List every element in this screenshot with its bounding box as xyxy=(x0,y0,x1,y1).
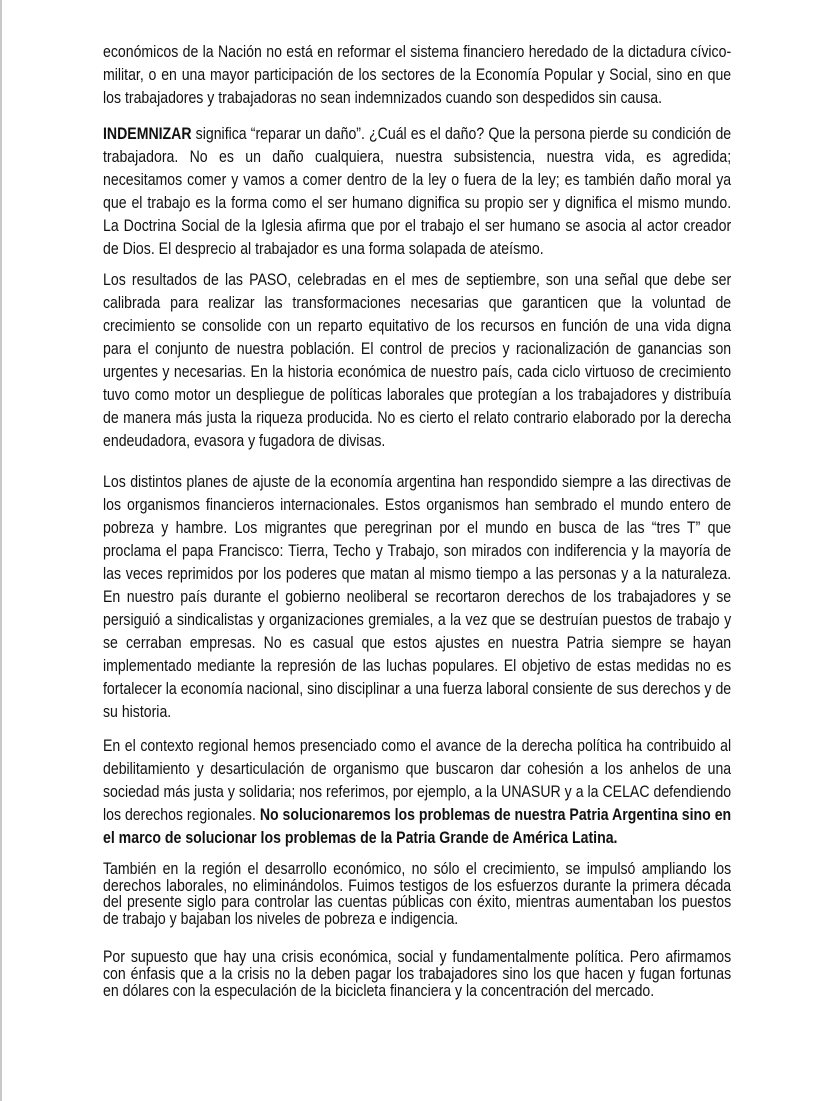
paragraph-dismissal-compensation xyxy=(103,40,731,109)
paragraph-text: significa “reparar un daño”. ¿Cuál es el daño? Que la persona pierde su condición de trabajadora. No es un daño cualquiera, nuestra subsistencia, nuestra vida, es agredida; necesitamos comer y vamos a comer dentro de la ley o fuera de la ley; es también daño moral ya que el trabajo es la forma como el ser humano dignifica su propio ser y dignifica el mismo mundo. La Doctrina Social de la Iglesia afirma que por el trabajo el ser humano se asocia al actor creador de Dios. El desprecio al trabajador es una forma solapada de ateísmo. xyxy=(103,124,732,258)
paragraph-crisis xyxy=(103,949,731,999)
paragraph-indemnizar-definition xyxy=(103,122,731,260)
paragraph-text: económicos de la Nación no está en reformar el sistema financiero heredado de la dictadura cívico-militar, o en una mayor participación de los sectores de la Economía Popular y Social, sino en que los trabajadores y trabajadoras no sean indemnizados cuando son despedidos sin causa. xyxy=(103,42,732,107)
paragraph-text: También en la región el desarrollo económico, no sólo el crecimiento, se impulsó ampliando los derechos laborales, no eliminándolos. Fuimos testigos de los esfuerzos durante la primera década del presente siglo para controlar las cuentas públicas con éxito, mientras aumentaban los puestos de trabajo y bajaban los niveles de pobreza e indigencia. xyxy=(103,859,732,928)
paragraph-regional-context xyxy=(103,734,731,849)
bold-term: INDEMNIZAR xyxy=(103,124,192,143)
paragraph-text: En el contexto regional hemos presenciado como el avance de la derecha política ha contribuido al debilitamiento y desarticulación de organismo que buscaron dar cohesión a los anhelos de una sociedad más justa y solidaria; nos referimos, por ejemplo, a la UNASUR y a la CELAC defendiendo los derechos regionales. xyxy=(103,736,732,824)
paragraph-text: Los distintos planes de ajuste de la economía argentina han respondido siempre a las directivas de los organismos financieros internacionales. Estos organismos han sembrado el mundo entero de pobreza y hambre. Los migrantes que peregrinan por el mundo en busca de las “tres T” que proclama el papa Francisco: Tierra, Techo y Trabajo, son mirados con indiferencia y la mayoría de las veces reprimidos por los poderes que matan al mismo tiempo a las personas y a la naturaleza. En nuestro país durante el gobierno neoliberal se recortaron derechos de los trabajadores y se persiguió a sindicalistas y organizaciones gremiales, a la vez que se destruían puestos de trabajo y se cerraban empresas. No es casual que estos ajustes en nuestra Patria siempre se hayan implementado mediante la represión de las luchas populares. El objetivo de estas medidas no es fortalecer la economía nacional, sino disciplinar a una fuerza laboral consiente de sus derechos y de su historia. xyxy=(103,472,732,721)
paragraph-paso-results xyxy=(103,268,731,452)
document-body xyxy=(103,40,731,999)
paragraph-text: Por supuesto que hay una crisis económica, social y fundamentalmente política. Pero afirmamos con énfasis que a la crisis no la deben pagar los trabajadores sino los que hacen y fugan fortunas en dólares con la especulación de la bicicleta financiera y la concentración del mercado. xyxy=(103,947,732,1000)
paragraph-adjustment-plans xyxy=(103,470,731,723)
paragraph-regional-development xyxy=(103,861,731,927)
paragraph-text: Los resultados de las PASO, celebradas en el mes de septiembre, son una señal que debe ser calibrada para realizar las transformaciones necesarias que garanticen que la voluntad de crecimiento se consolide con un reparto equitativo de los recursos en función de una vida digna para el conjunto de nuestra población. El control de precios y racionalización de ganancias son urgentes y necesarias. En la historia económica de nuestro país, cada ciclo virtuoso de crecimiento tuvo como motor un despliegue de políticas laborales que protegían a los trabajadores y distribuía de manera más justa la riqueza producida. No es cierto el relato contrario elaborado por la derecha endeudadora, evasora y fugadora de divisas. xyxy=(103,270,732,450)
bold-statement: No solucionaremos los problemas de nuestra Patria Argentina sino en el marco de solucionar los problemas de la Patria Grande de América Latina. xyxy=(103,805,732,847)
